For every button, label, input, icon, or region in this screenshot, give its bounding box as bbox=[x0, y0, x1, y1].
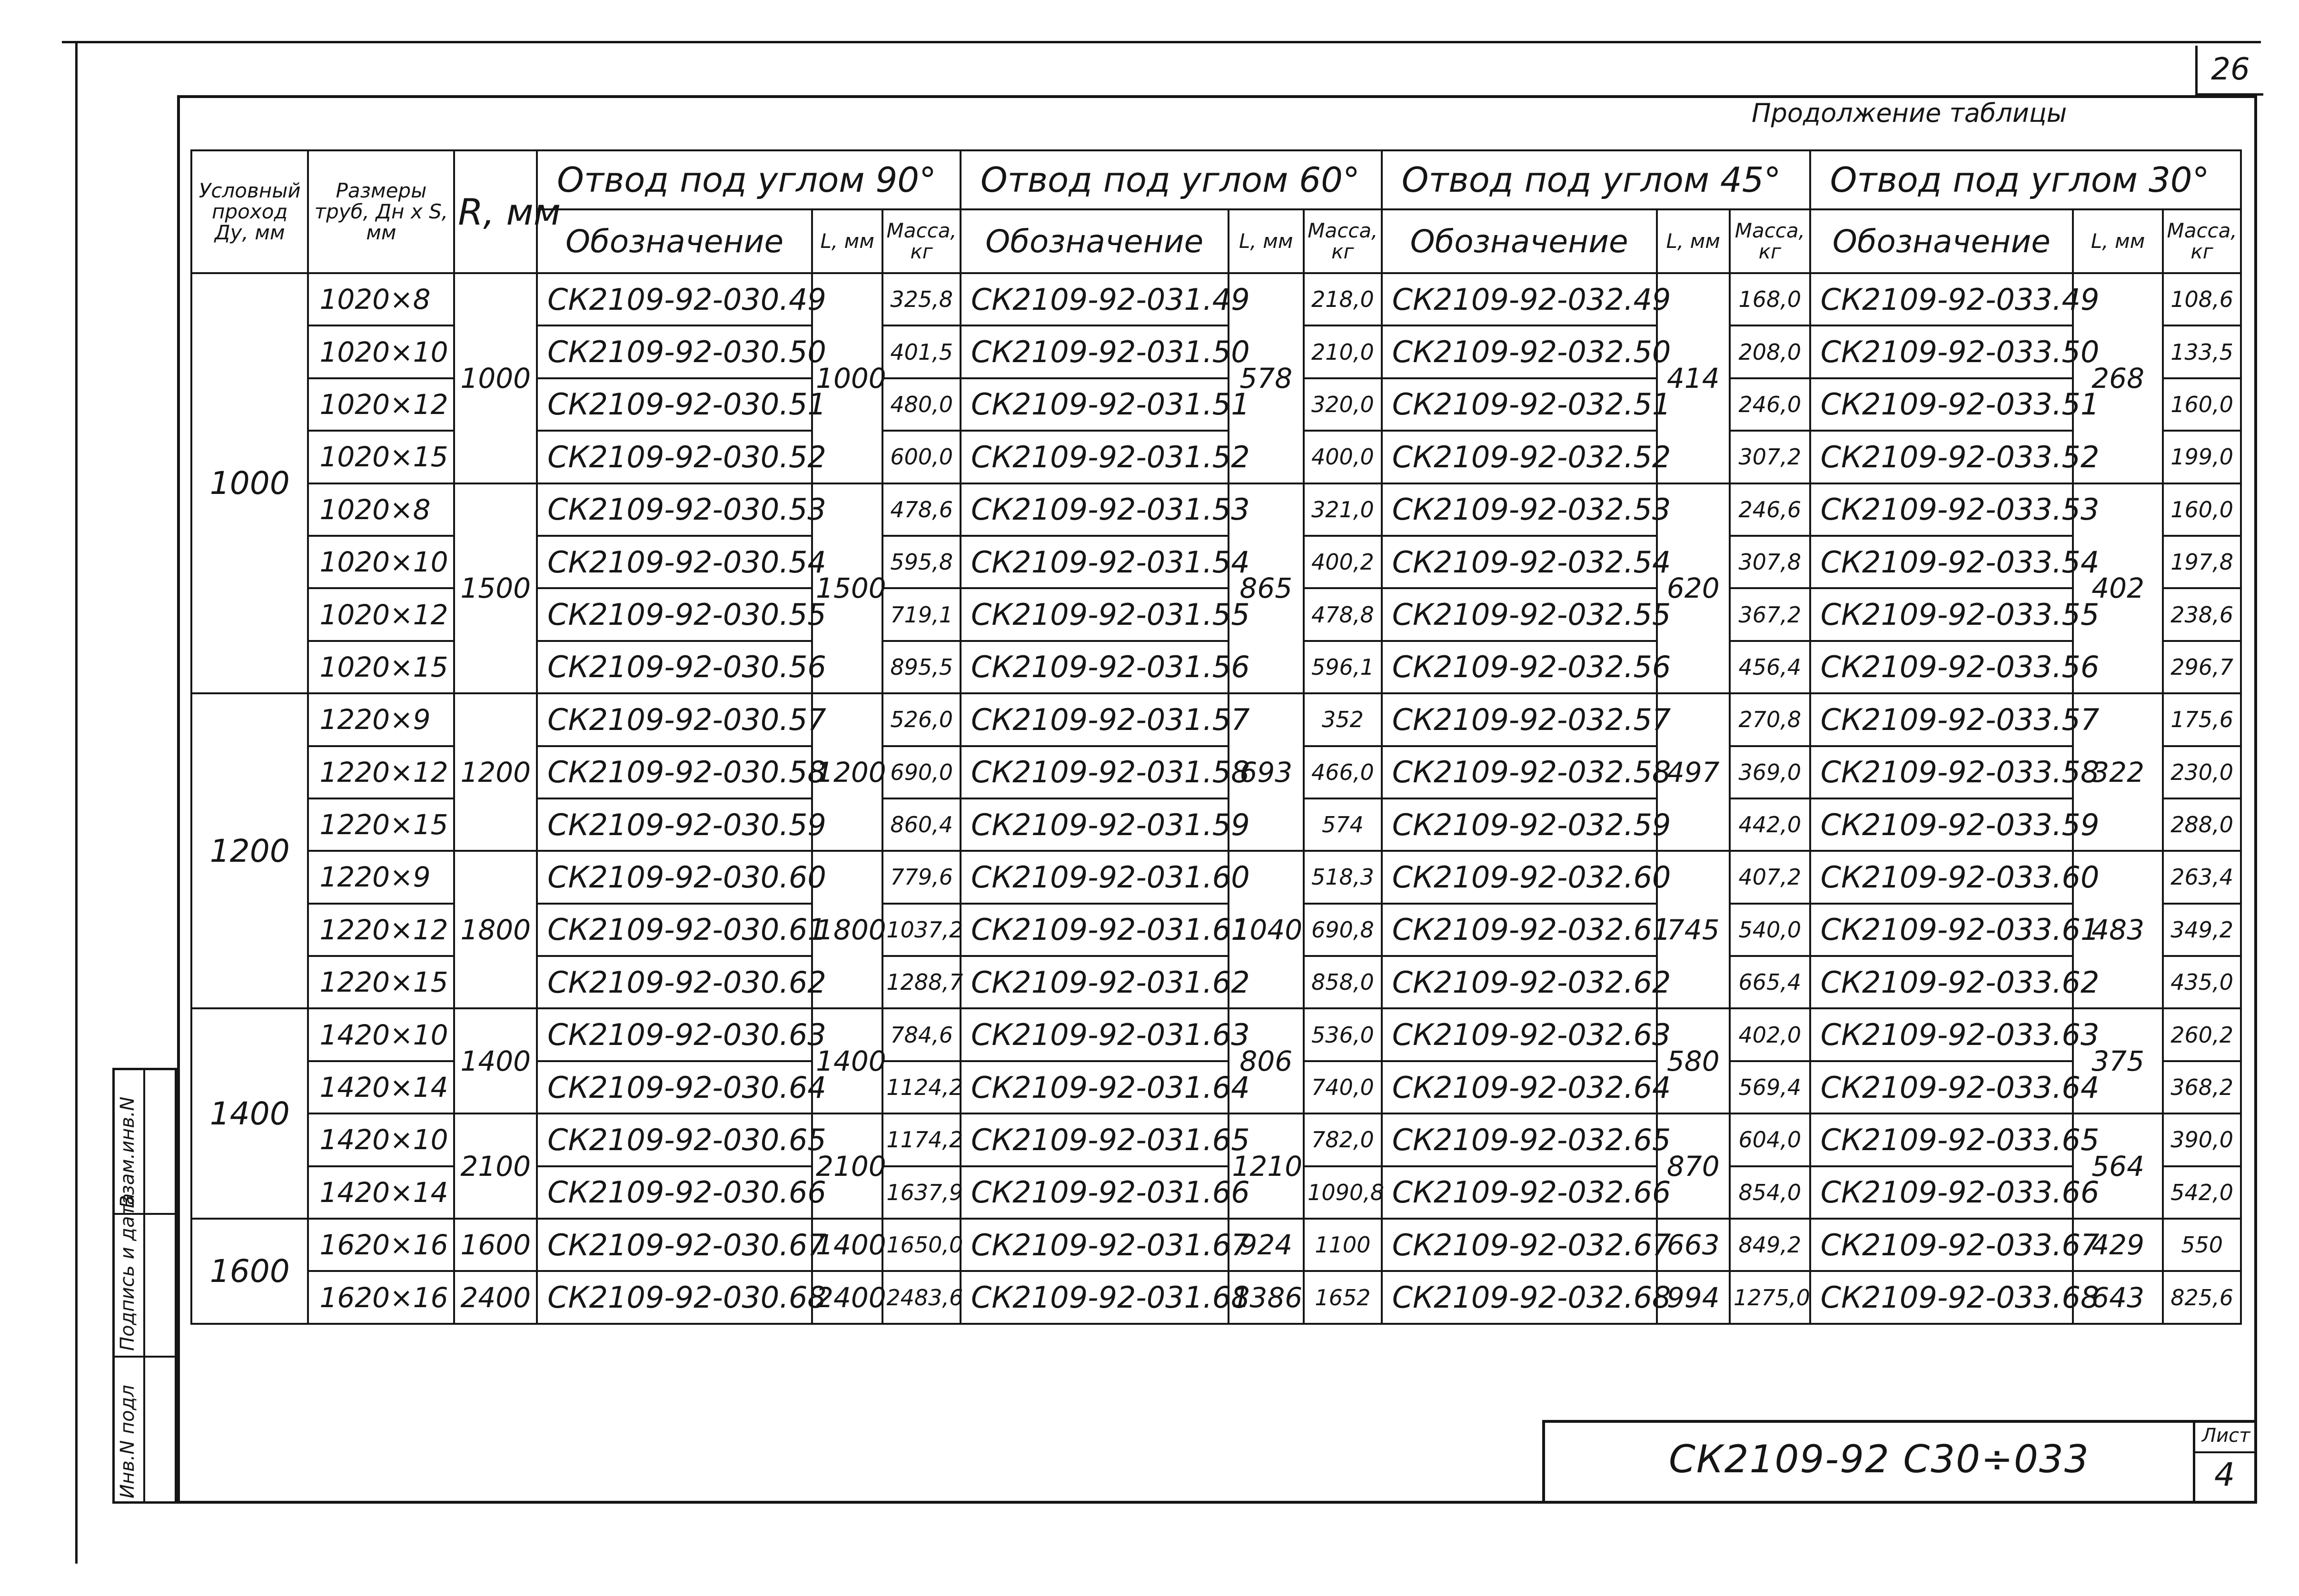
pipe-size-cell: 1020×15 bbox=[308, 431, 454, 483]
length-cell: 497 bbox=[1657, 693, 1730, 851]
mass-cell: 782,0 bbox=[1304, 1113, 1382, 1166]
length-cell: 483 bbox=[2073, 851, 2163, 1008]
mass-cell: 569,4 bbox=[1730, 1061, 1810, 1113]
header-group-90: Отвод под углом 90° bbox=[537, 150, 961, 209]
length-cell: 1500 bbox=[812, 483, 882, 694]
radius-cell: 2100 bbox=[454, 1113, 537, 1219]
designation-cell: СК2109-92-030.60 bbox=[537, 851, 812, 903]
length-cell: 375 bbox=[2073, 1008, 2163, 1113]
sheet-label: Лист bbox=[2202, 1425, 2250, 1447]
mass-cell: 895,5 bbox=[882, 641, 961, 693]
designation-cell: СК2109-92-031.57 bbox=[961, 693, 1229, 746]
designation-cell: СК2109-92-033.58 bbox=[1810, 746, 2073, 798]
mass-cell: 210,0 bbox=[1304, 325, 1382, 378]
designation-cell: СК2109-92-030.53 bbox=[537, 483, 812, 536]
header-designation: Обозначение bbox=[537, 209, 812, 273]
designation-cell: СК2109-92-031.49 bbox=[961, 273, 1229, 325]
nominal-bore-cell: 1400 bbox=[191, 1008, 308, 1219]
mass-cell: 320,0 bbox=[1304, 378, 1382, 431]
header-designation: Обозначение bbox=[961, 209, 1229, 273]
mass-cell: 596,1 bbox=[1304, 641, 1382, 693]
continued-label: Продолжение таблицы bbox=[1752, 98, 2067, 128]
pipe-size-cell: 1020×12 bbox=[308, 378, 454, 431]
side-strip-divider bbox=[115, 1356, 175, 1358]
mass-cell: 307,8 bbox=[1730, 536, 1810, 588]
sheet-box bbox=[2193, 1423, 2257, 1504]
length-cell: 1210 bbox=[1229, 1113, 1304, 1219]
mass-cell: 550 bbox=[2163, 1219, 2241, 1271]
mass-cell: 230,0 bbox=[2163, 746, 2241, 798]
pipe-size-cell: 1020×10 bbox=[308, 325, 454, 378]
header-radius: R, мм bbox=[454, 150, 537, 273]
designation-cell: СК2109-92-033.57 bbox=[1810, 693, 2073, 746]
mass-cell: 536,0 bbox=[1304, 1008, 1382, 1061]
header-group-60: Отвод под углом 60° bbox=[961, 150, 1382, 209]
designation-cell: СК2109-92-032.62 bbox=[1382, 956, 1657, 1008]
designation-cell: СК2109-92-032.54 bbox=[1382, 536, 1657, 588]
designation-cell: СК2109-92-031.52 bbox=[961, 431, 1229, 483]
mass-cell: 1100 bbox=[1304, 1219, 1382, 1271]
radius-cell: 2400 bbox=[454, 1271, 537, 1324]
header-length: L, мм bbox=[812, 209, 882, 273]
designation-cell: СК2109-92-031.62 bbox=[961, 956, 1229, 1008]
designation-cell: СК2109-92-033.68 bbox=[1810, 1271, 2073, 1324]
mass-cell: 604,0 bbox=[1730, 1113, 1810, 1166]
designation-cell: СК2109-92-033.54 bbox=[1810, 536, 2073, 588]
designation-cell: СК2109-92-031.54 bbox=[961, 536, 1229, 588]
designation-cell: СК2109-92-032.61 bbox=[1382, 904, 1657, 956]
sheet-left-line bbox=[75, 41, 78, 1564]
mass-cell: 168,0 bbox=[1730, 273, 1810, 325]
header-nominal-bore: Условный проход Ду, мм bbox=[191, 150, 308, 273]
designation-cell: СК2109-92-033.55 bbox=[1810, 588, 2073, 640]
designation-cell: СК2109-92-030.68 bbox=[537, 1271, 812, 1324]
designation-cell: СК2109-92-032.56 bbox=[1382, 641, 1657, 693]
length-cell: 578 bbox=[1229, 273, 1304, 483]
mass-cell: 1174,2 bbox=[882, 1113, 961, 1166]
mass-cell: 690,0 bbox=[882, 746, 961, 798]
designation-cell: СК2109-92-033.49 bbox=[1810, 273, 2073, 325]
designation-cell: СК2109-92-032.55 bbox=[1382, 588, 1657, 640]
header-length: L, мм bbox=[1229, 209, 1304, 273]
mass-cell: 478,8 bbox=[1304, 588, 1382, 640]
mass-cell: 1090,8 bbox=[1304, 1166, 1382, 1219]
designation-cell: СК2109-92-030.64 bbox=[537, 1061, 812, 1113]
designation-cell: СК2109-92-030.66 bbox=[537, 1166, 812, 1219]
header-group-30: Отвод под углом 30° bbox=[1810, 150, 2241, 209]
pipe-size-cell: 1420×14 bbox=[308, 1061, 454, 1113]
mass-cell: 321,0 bbox=[1304, 483, 1382, 536]
elbow-spec-table bbox=[190, 149, 2242, 1325]
designation-cell: СК2109-92-033.50 bbox=[1810, 325, 2073, 378]
designation-cell: СК2109-92-030.65 bbox=[537, 1113, 812, 1166]
designation-cell: СК2109-92-032.59 bbox=[1382, 798, 1657, 851]
length-cell: 322 bbox=[2073, 693, 2163, 851]
designation-cell: СК2109-92-032.50 bbox=[1382, 325, 1657, 378]
designation-cell: СК2109-92-031.59 bbox=[961, 798, 1229, 851]
mass-cell: 784,6 bbox=[882, 1008, 961, 1061]
document-code: СК2109-92 С30÷033 bbox=[1669, 1437, 2090, 1481]
designation-cell: СК2109-92-032.57 bbox=[1382, 693, 1657, 746]
designation-cell: СК2109-92-032.58 bbox=[1382, 746, 1657, 798]
length-cell: 2100 bbox=[812, 1113, 882, 1219]
mass-cell: 1288,7 bbox=[882, 956, 961, 1008]
table-row bbox=[191, 693, 2241, 746]
title-block bbox=[1542, 1420, 2257, 1504]
mass-cell: 296,7 bbox=[2163, 641, 2241, 693]
mass-cell: 849,2 bbox=[1730, 1219, 1810, 1271]
length-cell: 1400 bbox=[812, 1219, 882, 1271]
designation-cell: СК2109-92-032.64 bbox=[1382, 1061, 1657, 1113]
designation-cell: СК2109-92-030.50 bbox=[537, 325, 812, 378]
mass-cell: 407,2 bbox=[1730, 851, 1810, 903]
side-label-signature-date: Подпись и дата bbox=[117, 1193, 139, 1351]
header-designation: Обозначение bbox=[1810, 209, 2073, 273]
mass-cell: 854,0 bbox=[1730, 1166, 1810, 1219]
mass-cell: 369,0 bbox=[1730, 746, 1810, 798]
table-row bbox=[191, 1008, 2241, 1061]
designation-cell: СК2109-92-032.67 bbox=[1382, 1219, 1657, 1271]
designation-cell: СК2109-92-030.52 bbox=[537, 431, 812, 483]
page-number: 26 bbox=[2195, 46, 2263, 96]
pipe-size-cell: 1220×12 bbox=[308, 746, 454, 798]
table-row bbox=[191, 273, 2241, 325]
mass-cell: 390,0 bbox=[2163, 1113, 2241, 1166]
designation-cell: СК2109-92-031.64 bbox=[961, 1061, 1229, 1113]
header-pipe-size: Размеры труб, Дн x S, мм bbox=[308, 150, 454, 273]
mass-cell: 400,0 bbox=[1304, 431, 1382, 483]
table-row bbox=[191, 1271, 2241, 1324]
mass-cell: 542,0 bbox=[2163, 1166, 2241, 1219]
designation-cell: СК2109-92-031.50 bbox=[961, 325, 1229, 378]
pipe-size-cell: 1420×10 bbox=[308, 1008, 454, 1061]
mass-cell: 719,1 bbox=[882, 588, 961, 640]
mass-cell: 779,6 bbox=[882, 851, 961, 903]
table-row bbox=[191, 851, 2241, 903]
length-cell: 580 bbox=[1657, 1008, 1730, 1113]
length-cell: 806 bbox=[1229, 1008, 1304, 1113]
length-cell: 1000 bbox=[812, 273, 882, 483]
designation-cell: СК2109-92-032.53 bbox=[1382, 483, 1657, 536]
mass-cell: 1275,0 bbox=[1730, 1271, 1810, 1324]
mass-cell: 325,8 bbox=[882, 273, 961, 325]
length-cell: 865 bbox=[1229, 483, 1304, 694]
mass-cell: 307,2 bbox=[1730, 431, 1810, 483]
designation-cell: СК2109-92-031.68 bbox=[961, 1271, 1229, 1324]
mass-cell: 160,0 bbox=[2163, 378, 2241, 431]
designation-cell: СК2109-92-033.66 bbox=[1810, 1166, 2073, 1219]
mass-cell: 270,8 bbox=[1730, 693, 1810, 746]
designation-cell: СК2109-92-031.65 bbox=[961, 1113, 1229, 1166]
designation-cell: СК2109-92-033.65 bbox=[1810, 1113, 2073, 1166]
table-row bbox=[191, 1113, 2241, 1166]
nominal-bore-cell: 1000 bbox=[191, 273, 308, 693]
sheet-box-divider bbox=[2195, 1451, 2257, 1453]
mass-cell: 401,5 bbox=[882, 325, 961, 378]
mass-cell: 595,8 bbox=[882, 536, 961, 588]
header-mass: Масса, кг bbox=[1304, 209, 1382, 273]
header-group-45: Отвод под углом 45° bbox=[1382, 150, 1810, 209]
mass-cell: 263,4 bbox=[2163, 851, 2241, 903]
pipe-size-cell: 1020×12 bbox=[308, 588, 454, 640]
length-cell: 1400 bbox=[812, 1008, 882, 1113]
pipe-size-cell: 1220×9 bbox=[308, 693, 454, 746]
designation-cell: СК2109-92-030.56 bbox=[537, 641, 812, 693]
mass-cell: 435,0 bbox=[2163, 956, 2241, 1008]
mass-cell: 526,0 bbox=[882, 693, 961, 746]
mass-cell: 860,4 bbox=[882, 798, 961, 851]
length-cell: 870 bbox=[1657, 1113, 1730, 1219]
pipe-size-cell: 1020×15 bbox=[308, 641, 454, 693]
mass-cell: 690,8 bbox=[1304, 904, 1382, 956]
designation-cell: СК2109-92-032.51 bbox=[1382, 378, 1657, 431]
table-row bbox=[191, 1219, 2241, 1271]
length-cell: 1800 bbox=[812, 851, 882, 1008]
length-cell: 2400 bbox=[812, 1271, 882, 1324]
designation-cell: СК2109-92-030.63 bbox=[537, 1008, 812, 1061]
radius-cell: 1500 bbox=[454, 483, 537, 694]
pipe-size-cell: 1020×10 bbox=[308, 536, 454, 588]
mass-cell: 574 bbox=[1304, 798, 1382, 851]
mass-cell: 456,4 bbox=[1730, 641, 1810, 693]
header-mass: Масса, кг bbox=[2163, 209, 2241, 273]
length-cell: 429 bbox=[2073, 1219, 2163, 1271]
mass-cell: 349,2 bbox=[2163, 904, 2241, 956]
designation-cell: СК2109-92-030.59 bbox=[537, 798, 812, 851]
pipe-size-cell: 1020×8 bbox=[308, 483, 454, 536]
designation-cell: СК2109-92-032.65 bbox=[1382, 1113, 1657, 1166]
mass-cell: 402,0 bbox=[1730, 1008, 1810, 1061]
pipe-size-cell: 1220×15 bbox=[308, 956, 454, 1008]
designation-cell: СК2109-92-031.60 bbox=[961, 851, 1229, 903]
pipe-size-cell: 1620×16 bbox=[308, 1271, 454, 1324]
pipe-size-cell: 1020×8 bbox=[308, 273, 454, 325]
mass-cell: 740,0 bbox=[1304, 1061, 1382, 1113]
mass-cell: 1037,2 bbox=[882, 904, 961, 956]
designation-cell: СК2109-92-031.51 bbox=[961, 378, 1229, 431]
header-designation: Обозначение bbox=[1382, 209, 1657, 273]
radius-cell: 1800 bbox=[454, 851, 537, 1008]
mass-cell: 367,2 bbox=[1730, 588, 1810, 640]
sheet-number: 4 bbox=[2214, 1456, 2235, 1494]
length-cell: 268 bbox=[2073, 273, 2163, 483]
designation-cell: СК2109-92-032.68 bbox=[1382, 1271, 1657, 1324]
mass-cell: 466,0 bbox=[1304, 746, 1382, 798]
designation-cell: СК2109-92-031.61 bbox=[961, 904, 1229, 956]
sheet-top-line bbox=[62, 41, 2261, 43]
designation-cell: СК2109-92-030.55 bbox=[537, 588, 812, 640]
mass-cell: 442,0 bbox=[1730, 798, 1810, 851]
length-cell: 1040 bbox=[1229, 851, 1304, 1008]
mass-cell: 368,2 bbox=[2163, 1061, 2241, 1113]
length-cell: 924 bbox=[1229, 1219, 1304, 1271]
radius-cell: 1200 bbox=[454, 693, 537, 851]
table-body bbox=[191, 273, 2241, 1324]
designation-cell: СК2109-92-030.62 bbox=[537, 956, 812, 1008]
length-cell: 643 bbox=[2073, 1271, 2163, 1324]
mass-cell: 1124,2 bbox=[882, 1061, 961, 1113]
designation-cell: СК2109-92-031.63 bbox=[961, 1008, 1229, 1061]
side-strip-divider bbox=[143, 1070, 145, 1501]
mass-cell: 175,6 bbox=[2163, 693, 2241, 746]
length-cell: 564 bbox=[2073, 1113, 2163, 1219]
designation-cell: СК2109-92-030.67 bbox=[537, 1219, 812, 1271]
pipe-size-cell: 1220×15 bbox=[308, 798, 454, 851]
designation-cell: СК2109-92-033.60 bbox=[1810, 851, 2073, 903]
mass-cell: 260,2 bbox=[2163, 1008, 2241, 1061]
mass-cell: 1652 bbox=[1304, 1271, 1382, 1324]
length-cell: 1386 bbox=[1229, 1271, 1304, 1324]
designation-cell: СК2109-92-030.49 bbox=[537, 273, 812, 325]
nominal-bore-cell: 1600 bbox=[191, 1219, 308, 1324]
mass-cell: 518,3 bbox=[1304, 851, 1382, 903]
length-cell: 745 bbox=[1657, 851, 1730, 1008]
table-row bbox=[191, 483, 2241, 536]
mass-cell: 199,0 bbox=[2163, 431, 2241, 483]
side-label-replaces-inv: Взам.инв.N bbox=[117, 1096, 139, 1208]
mass-cell: 600,0 bbox=[882, 431, 961, 483]
length-cell: 693 bbox=[1229, 693, 1304, 851]
designation-cell: СК2109-92-033.63 bbox=[1810, 1008, 2073, 1061]
designation-cell: СК2109-92-033.62 bbox=[1810, 956, 2073, 1008]
mass-cell: 825,6 bbox=[2163, 1271, 2241, 1324]
mass-cell: 246,0 bbox=[1730, 378, 1810, 431]
designation-cell: СК2109-92-032.52 bbox=[1382, 431, 1657, 483]
radius-cell: 1600 bbox=[454, 1219, 537, 1271]
pipe-size-cell: 1220×12 bbox=[308, 904, 454, 956]
mass-cell: 288,0 bbox=[2163, 798, 2241, 851]
length-cell: 663 bbox=[1657, 1219, 1730, 1271]
mass-cell: 858,0 bbox=[1304, 956, 1382, 1008]
designation-cell: СК2109-92-033.53 bbox=[1810, 483, 2073, 536]
mass-cell: 160,0 bbox=[2163, 483, 2241, 536]
designation-cell: СК2109-92-033.56 bbox=[1810, 641, 2073, 693]
length-cell: 620 bbox=[1657, 483, 1730, 694]
mass-cell: 238,6 bbox=[2163, 588, 2241, 640]
length-cell: 402 bbox=[2073, 483, 2163, 694]
mass-cell: 478,6 bbox=[882, 483, 961, 536]
nominal-bore-cell: 1200 bbox=[191, 693, 308, 1008]
designation-cell: СК2109-92-031.66 bbox=[961, 1166, 1229, 1219]
mass-cell: 1637,9 bbox=[882, 1166, 961, 1219]
length-cell: 414 bbox=[1657, 273, 1730, 483]
designation-cell: СК2109-92-031.53 bbox=[961, 483, 1229, 536]
approval-side-strip bbox=[112, 1068, 177, 1504]
designation-cell: СК2109-92-032.66 bbox=[1382, 1166, 1657, 1219]
designation-cell: СК2109-92-032.63 bbox=[1382, 1008, 1657, 1061]
pipe-size-cell: 1420×14 bbox=[308, 1166, 454, 1219]
designation-cell: СК2109-92-030.57 bbox=[537, 693, 812, 746]
mass-cell: 1650,0 bbox=[882, 1219, 961, 1271]
length-cell: 994 bbox=[1657, 1271, 1730, 1324]
header-length: L, мм bbox=[1657, 209, 1730, 273]
designation-cell: СК2109-92-030.54 bbox=[537, 536, 812, 588]
radius-cell: 1400 bbox=[454, 1008, 537, 1113]
mass-cell: 352 bbox=[1304, 693, 1382, 746]
designation-cell: СК2109-92-033.51 bbox=[1810, 378, 2073, 431]
designation-cell: СК2109-92-031.55 bbox=[961, 588, 1229, 640]
designation-cell: СК2109-92-030.61 bbox=[537, 904, 812, 956]
designation-cell: СК2109-92-032.49 bbox=[1382, 273, 1657, 325]
designation-cell: СК2109-92-033.61 bbox=[1810, 904, 2073, 956]
designation-cell: СК2109-92-033.64 bbox=[1810, 1061, 2073, 1113]
pipe-size-cell: 1220×9 bbox=[308, 851, 454, 903]
designation-cell: СК2109-92-031.58 bbox=[961, 746, 1229, 798]
pipe-size-cell: 1420×10 bbox=[308, 1113, 454, 1166]
mass-cell: 480,0 bbox=[882, 378, 961, 431]
mass-cell: 208,0 bbox=[1730, 325, 1810, 378]
pipe-size-cell: 1620×16 bbox=[308, 1219, 454, 1271]
length-cell: 1200 bbox=[812, 693, 882, 851]
designation-cell: СК2109-92-030.51 bbox=[537, 378, 812, 431]
mass-cell: 197,8 bbox=[2163, 536, 2241, 588]
mass-cell: 2483,6 bbox=[882, 1271, 961, 1324]
side-label-inv-no: Инв.N подл bbox=[117, 1385, 139, 1498]
mass-cell: 540,0 bbox=[1730, 904, 1810, 956]
mass-cell: 665,4 bbox=[1730, 956, 1810, 1008]
designation-cell: СК2109-92-031.67 bbox=[961, 1219, 1229, 1271]
designation-cell: СК2109-92-033.67 bbox=[1810, 1219, 2073, 1271]
mass-cell: 108,6 bbox=[2163, 273, 2241, 325]
designation-cell: СК2109-92-032.60 bbox=[1382, 851, 1657, 903]
header-mass: Масса, кг bbox=[882, 209, 961, 273]
header-length: L, мм bbox=[2073, 209, 2163, 273]
header-mass: Масса, кг bbox=[1730, 209, 1810, 273]
radius-cell: 1000 bbox=[454, 273, 537, 483]
designation-cell: СК2109-92-033.52 bbox=[1810, 431, 2073, 483]
mass-cell: 133,5 bbox=[2163, 325, 2241, 378]
designation-cell: СК2109-92-033.59 bbox=[1810, 798, 2073, 851]
mass-cell: 246,6 bbox=[1730, 483, 1810, 536]
designation-cell: СК2109-92-031.56 bbox=[961, 641, 1229, 693]
mass-cell: 400,2 bbox=[1304, 536, 1382, 588]
designation-cell: СК2109-92-030.58 bbox=[537, 746, 812, 798]
mass-cell: 218,0 bbox=[1304, 273, 1382, 325]
